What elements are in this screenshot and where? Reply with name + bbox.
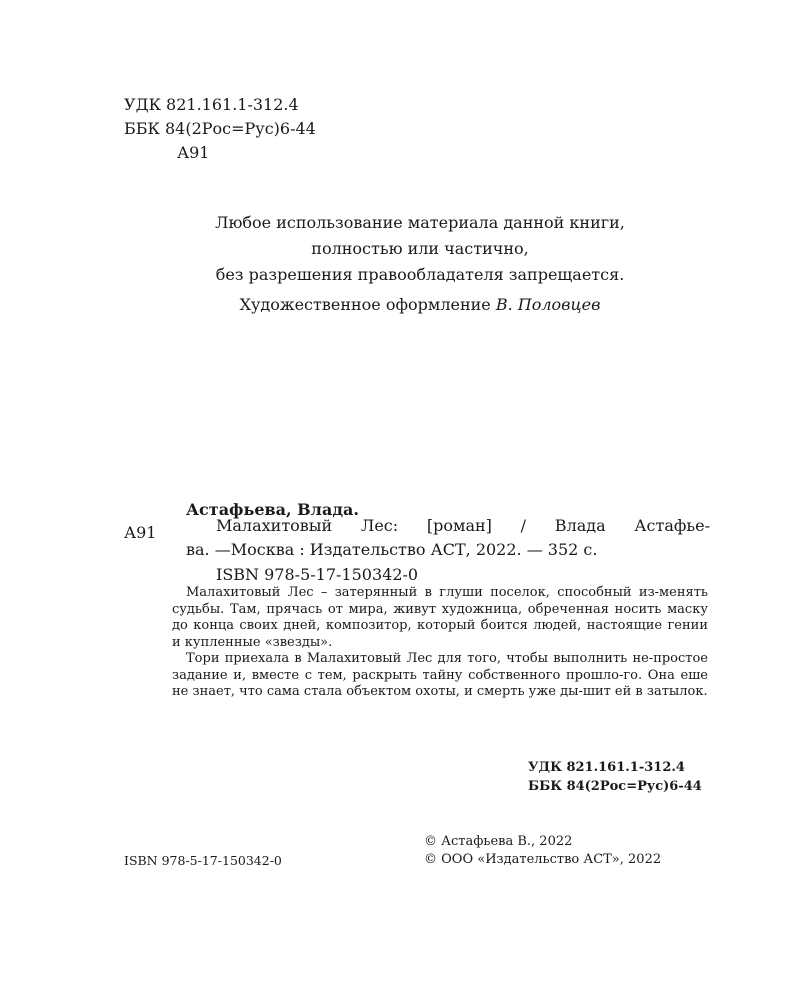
notice-line: без разрешения правообладателя запрещается. <box>215 265 625 284</box>
bibliography-line: Малахитовый Лес: [роман] / Влада Астафье- <box>216 516 710 535</box>
bibliography-description <box>186 514 710 562</box>
bbk-code: ББК 84(2Рос=Рус)6-44 <box>124 119 316 138</box>
copyright-author: © Астафьева В., 2022 <box>424 834 573 849</box>
copyright-publisher: © ООО «Издательство АСТ», 2022 <box>424 852 662 867</box>
bibliography-line: ва. —Москва : Издательство АСТ, 2022. — 352 с. <box>186 540 598 559</box>
isbn-bottom: ISBN 978-5-17-150342-0 <box>124 853 282 868</box>
design-artist: В. Половцев <box>495 295 601 314</box>
classification-codes-top <box>124 93 316 165</box>
design-credit <box>120 292 720 318</box>
annotation-paragraph: Тори приехала в Малахитовый Лес для того, чтобы выполнить не-простое задание и, вместе с тем, раскрыть тайну собственного прошло-го. Она еше не знает, что сама стала объектом охоты, и смерть уже ды-шит ей в затылок. <box>172 651 708 699</box>
bibliography-author-sign: А91 <box>124 523 157 542</box>
classification-codes-bottom <box>528 758 702 796</box>
annotation <box>172 585 708 701</box>
isbn-main: ISBN 978-5-17-150342-0 <box>216 565 419 584</box>
notice-line: полностью или частично, <box>311 239 529 258</box>
author-sign: А91 <box>177 143 210 162</box>
bbk-code-bottom: ББК 84(2Рос=Рус)6-44 <box>528 779 702 794</box>
udk-code-bottom: УДК 821.161.1-312.4 <box>528 760 685 775</box>
udk-code: УДК 821.161.1-312.4 <box>124 95 299 114</box>
design-label: Художественное оформление <box>239 295 491 314</box>
notice-line: Любое использование материала данной книги, <box>215 213 625 232</box>
bibliography-author: Астафьева, Влада. <box>186 500 359 519</box>
copyright-notice <box>120 210 720 288</box>
copyright-block <box>424 833 661 869</box>
annotation-paragraph: Малахитовый Лес – затерянный в глуши поселок, способный из-менять судьбы. Там, прячась от мира, живут художница, обреченная носить маску до конца своих дней, композитор, который боится людей, настоящие гении и купленные «звезды». <box>172 585 708 650</box>
